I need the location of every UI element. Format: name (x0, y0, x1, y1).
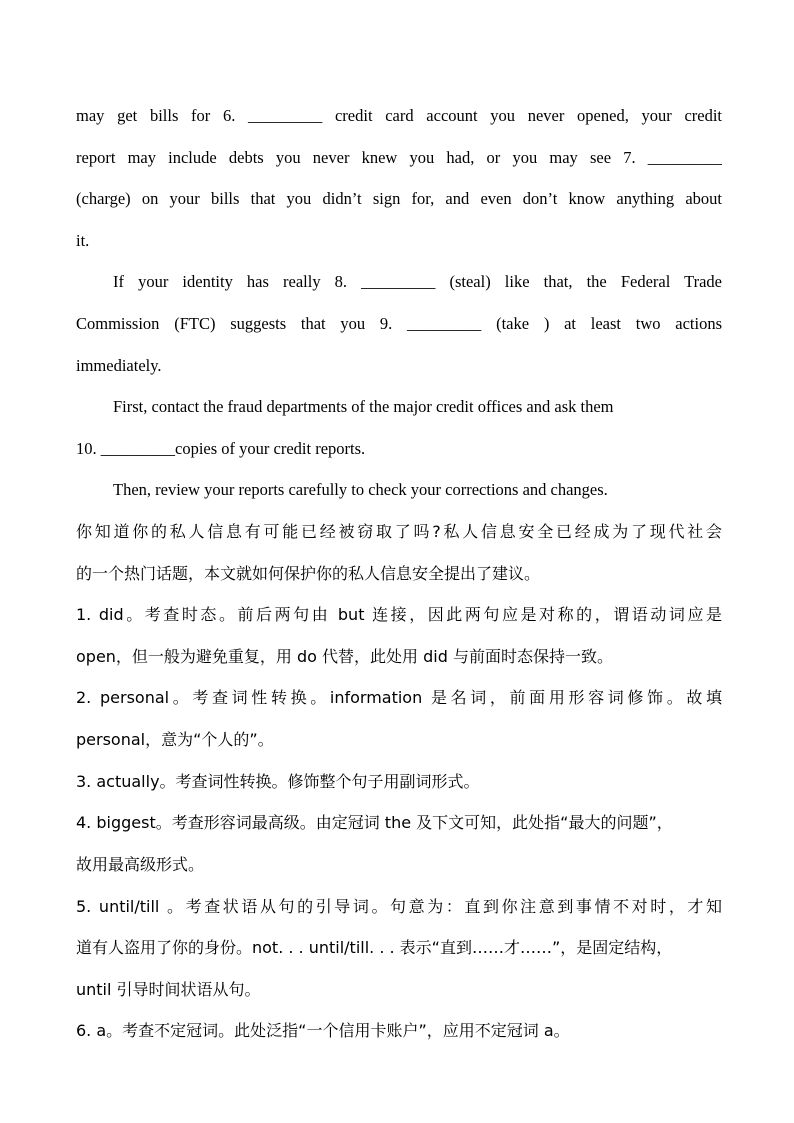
passage-line: immediately. (76, 356, 162, 375)
passage-line: If your identity has really 8. _________ (steal) like that, the Federal Trade (113, 272, 722, 291)
passage-line: 10. _________copies of your credit reports. (76, 439, 366, 458)
passage-line: First, contact the fraud departments of the major credit offices and ask them (113, 397, 614, 416)
answer-4-line: 4. biggest。考查形容词最高级。由定冠词 the 及下文可知，此处指“最大的问题”， (76, 813, 673, 832)
answer-3-line: 3. actually。考查词性转换。修饰整个句子用副词形式。 (76, 772, 480, 791)
passage-line: report may include debts you never knew you had, or you may see 7. _________ (76, 148, 722, 167)
passage-line: Commission (FTC) suggests that you 9. _________ (take ) at least two actions (76, 314, 722, 333)
answer-1-line: 1. did。考查时态。前后两句由 but 连接，因此两句应是对称的，谓语动词应是 (76, 605, 722, 624)
answer-2-line: 2. personal。考查词性转换。information 是名词，前面用形容词修饰。故填 (76, 688, 722, 707)
answer-6-line: 6. a。考查不定冠词。此处泛指“一个信用卡账户”，应用不定冠词 a。 (76, 1021, 570, 1040)
summary-line: 的一个热门话题，本文就如何保护你的私人信息安全提出了建议。 (76, 564, 541, 583)
passage-line: may get bills for 6. _________ credit card account you never opened, your credit (76, 106, 722, 125)
answer-5-line: 5. until/till 。考查状语从句的引导词。句意为：直到你注意到事情不对时，才知 (76, 897, 722, 916)
answer-1-line: open，但一般为避免重复，用 do 代替，此处用 did 与前面时态保持一致。 (76, 647, 613, 666)
summary-line: 你知道你的私人信息有可能已经被窃取了吗?私人信息安全已经成为了现代社会 (76, 522, 722, 541)
answer-5-line: until 引导时间状语从句。 (76, 980, 261, 999)
answer-2-line: personal，意为“个人的”。 (76, 730, 274, 749)
answer-5-line: 道有人盗用了你的身份。not. . . until/till. . . 表示“直到……才……”，是固定结构， (76, 938, 673, 957)
answer-4-line: 故用最高级形式。 (76, 855, 205, 874)
passage-line: (charge) on your bills that you didn’t sign for, and even don’t know anything about (76, 189, 722, 208)
passage-line: Then, review your reports carefully to check your corrections and changes. (113, 480, 608, 499)
passage-line: it. (76, 231, 90, 250)
